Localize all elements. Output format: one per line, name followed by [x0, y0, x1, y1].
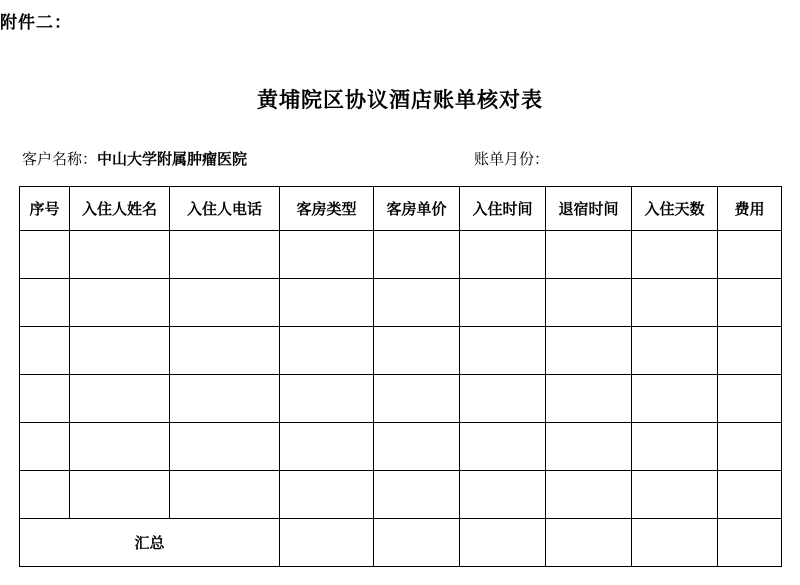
- table-header-cell-checkin: 入住时间: [460, 187, 546, 231]
- table-cell-guest-phone[interactable]: [170, 327, 280, 375]
- table-row: [20, 279, 782, 327]
- table-cell-nights[interactable]: [632, 471, 718, 519]
- bill-month-field: [474, 148, 549, 169]
- table-cell-seq[interactable]: [20, 423, 70, 471]
- table-cell-checkin[interactable]: [460, 231, 546, 279]
- table-cell-guest-name[interactable]: [70, 279, 170, 327]
- table-header-cell-room-price: 客房单价: [374, 187, 460, 231]
- table-header-cell-fee: 费用: [718, 187, 782, 231]
- table-cell-room-type[interactable]: [280, 471, 374, 519]
- table-cell-seq[interactable]: [20, 279, 70, 327]
- table-row: [20, 375, 782, 423]
- table-row: [20, 327, 782, 375]
- table-cell-guest-name[interactable]: [70, 231, 170, 279]
- attachment-label: 附件二：: [0, 13, 72, 32]
- table-cell-room-price[interactable]: [374, 471, 460, 519]
- table-cell-room-type[interactable]: [280, 231, 374, 279]
- table-header-cell-nights: 入住天数: [632, 187, 718, 231]
- table-cell-checkin[interactable]: [460, 471, 546, 519]
- table-cell-fee[interactable]: [718, 327, 782, 375]
- table-header-cell-guest-name: 入住人姓名: [70, 187, 170, 231]
- table-cell-checkin[interactable]: [460, 375, 546, 423]
- table-cell-guest-phone[interactable]: [170, 375, 280, 423]
- table-cell-room-type[interactable]: [280, 327, 374, 375]
- table-cell-room-type[interactable]: [280, 423, 374, 471]
- table-cell-fee[interactable]: [718, 279, 782, 327]
- table-cell-seq[interactable]: [20, 471, 70, 519]
- table-row: [20, 423, 782, 471]
- customer-name-label: 客户名称：: [22, 151, 98, 168]
- total-cell-nights[interactable]: [632, 519, 718, 567]
- table-total-row: [20, 519, 782, 567]
- table-cell-seq[interactable]: [20, 375, 70, 423]
- total-label-cell: 汇总: [20, 519, 280, 567]
- table-cell-fee[interactable]: [718, 375, 782, 423]
- table-cell-guest-name[interactable]: [70, 471, 170, 519]
- table-cell-checkout[interactable]: [546, 327, 632, 375]
- table-cell-nights[interactable]: [632, 231, 718, 279]
- bill-month-label: 账单月份：: [474, 151, 550, 168]
- total-cell-room-price[interactable]: [374, 519, 460, 567]
- meta-row: [22, 148, 778, 170]
- page-title: 黄埔院区协议酒店账单核对表: [257, 89, 543, 112]
- billing-table: [19, 186, 782, 567]
- total-cell-room-type[interactable]: [280, 519, 374, 567]
- table-cell-nights[interactable]: [632, 279, 718, 327]
- table-cell-checkout[interactable]: [546, 231, 632, 279]
- total-cell-checkout[interactable]: [546, 519, 632, 567]
- table-header-cell-checkout: 退宿时间: [546, 187, 632, 231]
- customer-name-value: 中山大学附属肿瘤医院: [97, 151, 248, 168]
- table-header-cell-room-type: 客房类型: [280, 187, 374, 231]
- table-cell-fee[interactable]: [718, 423, 782, 471]
- table-cell-checkout[interactable]: [546, 375, 632, 423]
- table-cell-room-price[interactable]: [374, 423, 460, 471]
- total-cell-fee[interactable]: [718, 519, 782, 567]
- table-cell-nights[interactable]: [632, 327, 718, 375]
- table-cell-guest-phone[interactable]: [170, 231, 280, 279]
- table-cell-guest-phone[interactable]: [170, 471, 280, 519]
- table-cell-checkin[interactable]: [460, 279, 546, 327]
- table-cell-checkout[interactable]: [546, 471, 632, 519]
- table-cell-seq[interactable]: [20, 231, 70, 279]
- table-cell-seq[interactable]: [20, 327, 70, 375]
- table-cell-room-type[interactable]: [280, 279, 374, 327]
- table-cell-room-price[interactable]: [374, 327, 460, 375]
- table-cell-guest-name[interactable]: [70, 375, 170, 423]
- table-cell-checkout[interactable]: [546, 423, 632, 471]
- table-header-row: [20, 187, 782, 231]
- table-cell-guest-phone[interactable]: [170, 279, 280, 327]
- total-cell-checkin[interactable]: [460, 519, 546, 567]
- table-row: [20, 231, 782, 279]
- table-cell-room-type[interactable]: [280, 375, 374, 423]
- table-cell-room-price[interactable]: [374, 231, 460, 279]
- table-cell-fee[interactable]: [718, 471, 782, 519]
- table-header-cell-guest-phone: 入住人电话: [170, 187, 280, 231]
- table-cell-guest-phone[interactable]: [170, 423, 280, 471]
- table-cell-room-price[interactable]: [374, 375, 460, 423]
- table-header-cell-seq: 序号: [20, 187, 70, 231]
- table-cell-nights[interactable]: [632, 423, 718, 471]
- table-cell-guest-name[interactable]: [70, 423, 170, 471]
- table-cell-checkin[interactable]: [460, 327, 546, 375]
- table-cell-checkin[interactable]: [460, 423, 546, 471]
- table-cell-checkout[interactable]: [546, 279, 632, 327]
- table-cell-fee[interactable]: [718, 231, 782, 279]
- customer-name-field: [22, 148, 247, 169]
- table-cell-nights[interactable]: [632, 375, 718, 423]
- table-row: [20, 471, 782, 519]
- table-cell-room-price[interactable]: [374, 279, 460, 327]
- table-cell-guest-name[interactable]: [70, 327, 170, 375]
